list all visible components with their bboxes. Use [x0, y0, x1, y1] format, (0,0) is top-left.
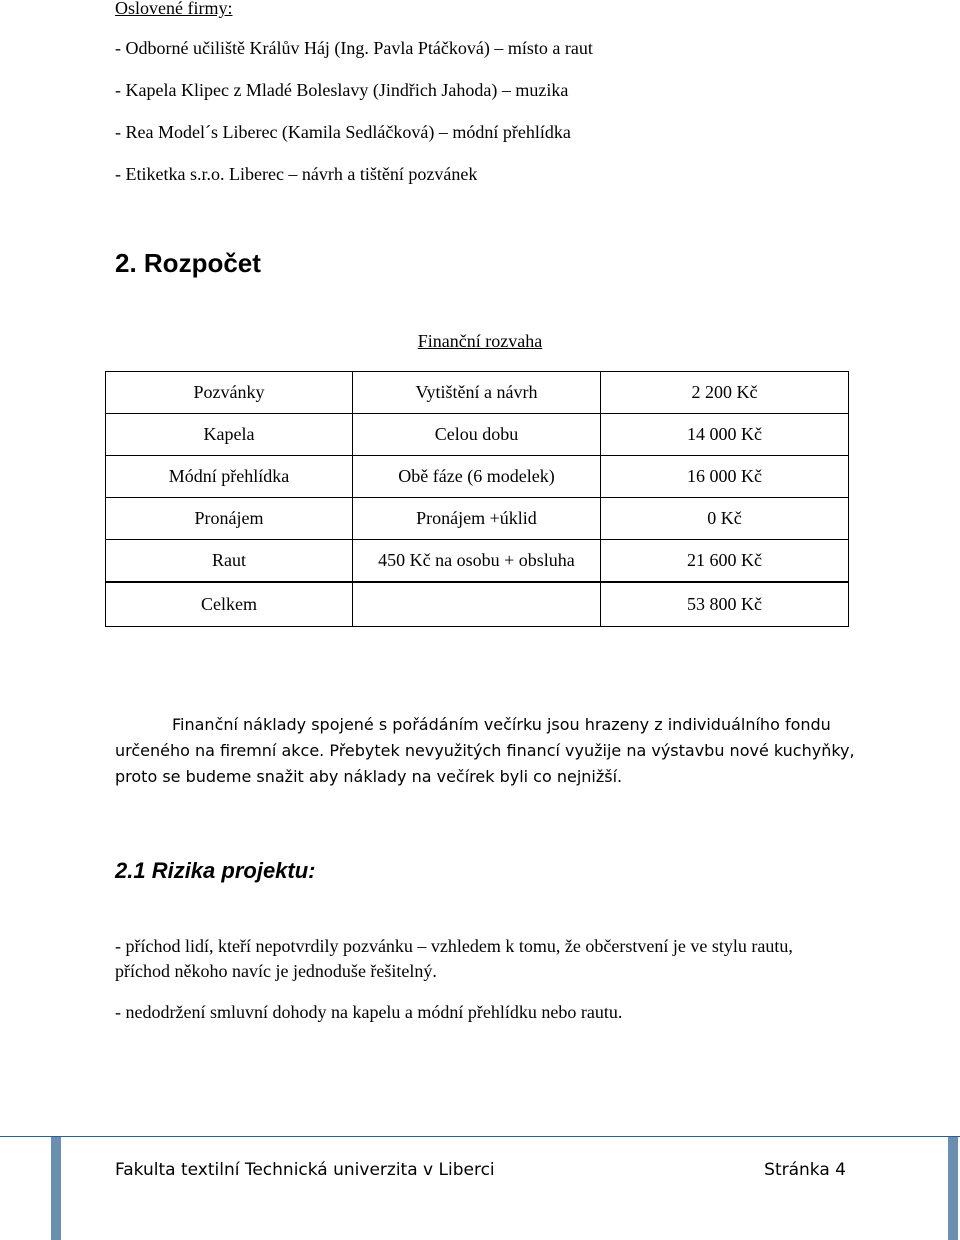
budget-paragraph — [115, 712, 855, 790]
footer-institution: Fakulta textilní Technická univerzita v Liberci — [115, 1160, 495, 1180]
table-cell-item: Pozvánky — [106, 372, 353, 414]
table-cell-amount: 0 Kč — [601, 498, 849, 540]
budget-paragraph-text: Finanční náklady spojené s pořádáním večírku jsou hrazeny z individuálního fondu určeného na firemní akce. Přebytek nevyužitých financí využije na výstavbu nové kuchyňky, proto se budeme snažit aby náklady na večírek byli co nejnižší. — [115, 715, 855, 786]
company-item-4: - Etiketka s.r.o. Liberec – návrh a tištění pozvánek — [115, 164, 478, 184]
table-cell-detail: 450 Kč na osobu + obsluha — [353, 540, 601, 583]
total-label: Celkem — [106, 582, 353, 627]
risk-item-1-line-2: příchod někoho navíc je jednoduše řešitelný. — [115, 961, 437, 981]
company-item-1: - Odborné učiliště Králův Háj (Ing. Pavla Ptáčková) – místo a raut — [115, 38, 593, 58]
table-row — [106, 414, 849, 456]
budget-table — [105, 371, 849, 627]
footer-accent-bar-left — [51, 1137, 61, 1240]
table-cell-detail: Obě fáze (6 modelek) — [353, 456, 601, 498]
table-cell-detail: Vytištění a návrh — [353, 372, 601, 414]
company-item-3: - Rea Model´s Liberec (Kamila Sedláčková) – módní přehlídka — [115, 122, 571, 142]
total-detail — [353, 582, 601, 627]
table-total-row — [106, 582, 849, 627]
table-cell-detail: Celou dobu — [353, 414, 601, 456]
companies-heading: Oslovené firmy: — [115, 0, 233, 18]
risks-heading: 2.1 Rizika projektu: — [115, 858, 316, 883]
table-cell-amount: 16 000 Kč — [601, 456, 849, 498]
risk-item-2: - nedodržení smluvní dohody na kapelu a módní přehlídku nebo rautu. — [115, 1002, 623, 1022]
table-cell-item: Pronájem — [106, 498, 353, 540]
footer-accent-bar-right — [948, 1137, 958, 1240]
footer-page-number: Stránka 4 — [764, 1160, 846, 1180]
total-amount: 53 800 Kč — [601, 582, 849, 627]
table-cell-amount: 14 000 Kč — [601, 414, 849, 456]
table-cell-item: Módní přehlídka — [106, 456, 353, 498]
table-cell-item: Raut — [106, 540, 353, 583]
table-row — [106, 372, 849, 414]
table-cell-amount: 21 600 Kč — [601, 540, 849, 583]
table-cell-detail: Pronájem +úklid — [353, 498, 601, 540]
company-item-2: - Kapela Klipec z Mladé Boleslavy (Jindřich Jahoda) – muzika — [115, 80, 569, 100]
table-row — [106, 456, 849, 498]
footer-divider — [0, 1136, 960, 1137]
table-cell-item: Kapela — [106, 414, 353, 456]
risk-item-1-line-1: - příchod lidí, kteří nepotvrdily pozvánku – vzhledem k tomu, že občerstvení je ve stylu rautu, — [115, 936, 793, 956]
table-cell-amount: 2 200 Kč — [601, 372, 849, 414]
budget-heading: 2. Rozpočet — [115, 248, 261, 278]
table-row — [106, 540, 849, 583]
table-row — [106, 498, 849, 540]
table-caption: Finanční rozvaha — [417, 331, 543, 351]
